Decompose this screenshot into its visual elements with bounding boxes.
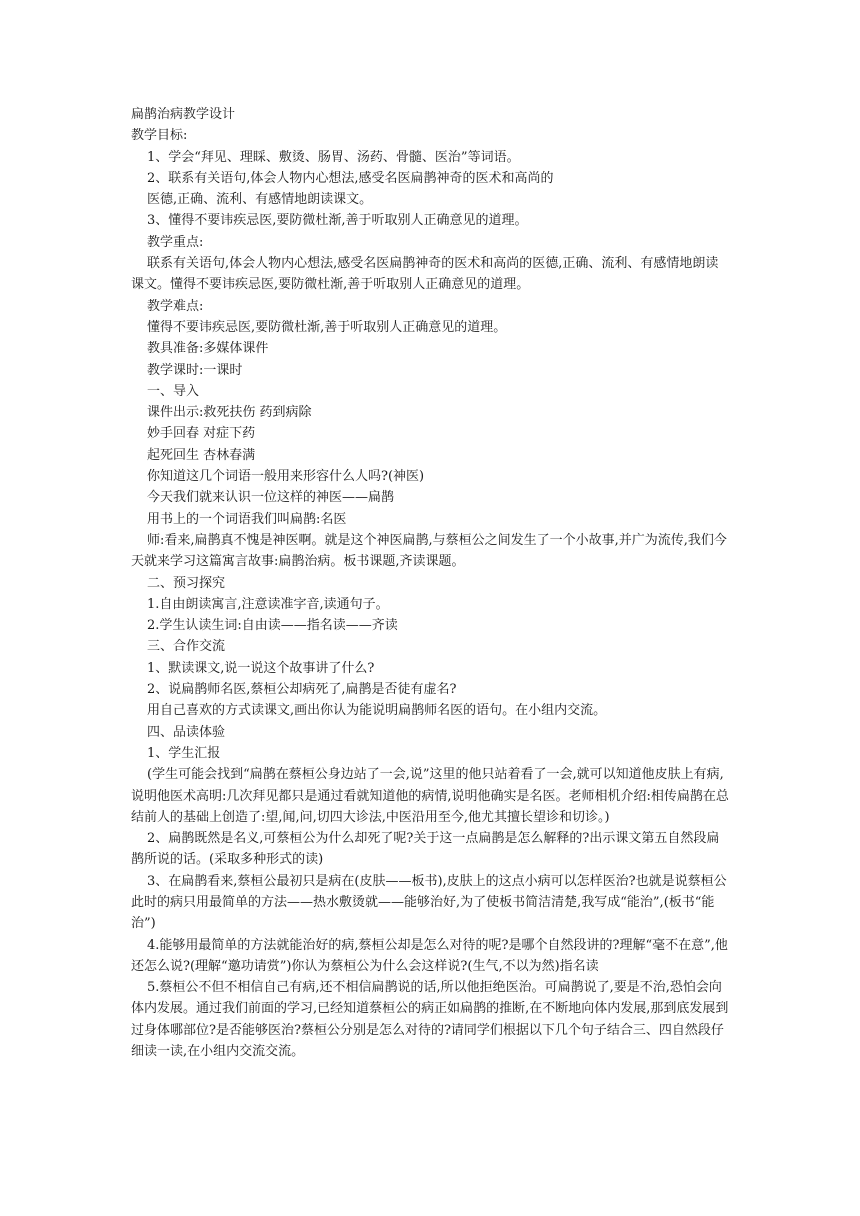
paragraph: 2.学生认读生词:自由读——指名读——齐读 xyxy=(147,618,398,634)
paragraph: 妙手回春 对症下药 xyxy=(147,426,256,442)
paragraph: 课件出示:救死扶伤 药到病除 xyxy=(147,405,312,421)
paragraph: 用书上的一个词语我们叫扁鹊:名医 xyxy=(147,511,347,527)
section-heading: 一、导入 xyxy=(147,383,200,399)
section-heading-difficulties: 教学难点: xyxy=(147,298,204,314)
section-heading: 三、合作交流 xyxy=(147,639,226,655)
paragraph: 教具准备:多媒体课件 xyxy=(147,341,269,357)
paragraph: 1.自由朗读寓言,注意读准字音,读通句子。 xyxy=(147,596,389,612)
paragraph: 联系有关语句,体会人物内心想法,感受名医扁鹊神奇的医术和高尚的医德,正确、流利、有感情地朗读课文。懂得不要讳疾忌医,要防微杜渐,善于听取别人正确意见的道理。 xyxy=(131,256,719,293)
objective-item: 2、联系有关语句,体会人物内心想法,感受名医扁鹊神奇的医术和高尚的 xyxy=(147,170,554,186)
paragraph: 教学课时:一课时 xyxy=(147,362,243,378)
section-heading: 四、品读体验 xyxy=(147,724,226,740)
paragraph: 3、在扁鹊看来,蔡桓公最初只是病在(皮肤——板书),皮肤上的这点小病可以怎样医治?也就是说蔡桓公此时的病只用最简单的方法——热水敷烫就——能够治好,为了使板书简洁清楚,我写成“能治”,(板书“能治”) xyxy=(131,873,727,932)
paragraph: 师:看来,扁鹊真不愧是神医啊。就是这个神医扁鹊,与蔡桓公之间发生了一个小故事,并广为流传,我们今天就来学习这篇寓言故事:扁鹊治病。板书课题,齐读课题。 xyxy=(131,532,727,570)
paragraph: 懂得不要讳疾忌医,要防微杜渐,善于听取别人正确意见的道理。 xyxy=(147,319,507,335)
paragraph: 5.蔡桓公不但不相信自己有病,还不相信扁鹊说的话,所以他拒绝医治。可扁鹊说了,要是不治,恐怕会向体内发展。通过我们前面的学习,已经知道蔡桓公的病正如扁鹊的推断,在不断地向体内发展,那到底发展到过身体哪部位?是否能够医治?蔡桓公分别是怎么对待的?请同学们根据以下几个句子结合三、四自然段仔细读一读,在小组内交流交流。 xyxy=(131,980,729,1060)
document-title: 扁鹊治病教学设计 xyxy=(131,107,236,122)
paragraph: 4.能够用最简单的方法就能治好的病,蔡桓公却是怎么对待的呢?是哪个自然段讲的?理解“毫不在意”,他还怎么说?(理解“邀功请赏”)你认为蔡桓公为什么会这样说?(生气,不以为然)指名读 xyxy=(131,937,728,974)
document-body xyxy=(131,104,731,1062)
section-heading: 二、预习探究 xyxy=(147,575,226,591)
paragraph: (学生可能会找到“扁鹊在蔡桓公身边站了一会,说”这里的他只站着看了一会,就可以知道他皮肤上有病,说明他医术高明:几次拜见都只是通过看就知道他的病情,说明他确实是名医。老师相机介绍:相传扁鹊在总结前人的基础上创造了:望,闻,问,切四大诊法,中医沿用至今,他尤其擅长望诊和切诊。) xyxy=(131,767,729,825)
paragraph: 今天我们就来认识一位这样的神医——扁鹊 xyxy=(147,490,395,506)
paragraph: 2、说扁鹊师名医,蔡桓公却病死了,扁鹊是否徒有虚名? xyxy=(147,682,457,698)
objective-item-continued: 医德,正确、流利、有感情地朗读课文。 xyxy=(147,192,373,208)
section-heading-key-points: 教学重点: xyxy=(147,234,204,250)
paragraph: 1、默读课文,说一说这个故事讲了什么? xyxy=(147,660,375,676)
paragraph: 用自己喜欢的方式读课文,画出你认为能说明扁鹊师名医的语句。在小组内交流。 xyxy=(147,703,607,719)
paragraph: 1、学生汇报 xyxy=(147,745,221,761)
paragraph: 2、扁鹊既然是名义,可蔡桓公为什么却死了呢?关于这一点扁鹊是怎么解释的?出示课文第五自然段扁鹊所说的话。(采取多种形式的读) xyxy=(131,831,720,868)
paragraph: 起死回生 杏林春满 xyxy=(147,447,256,463)
objective-item: 1、学会“拜见、理睬、敷烫、肠胃、汤药、骨髓、医治”等词语。 xyxy=(147,149,520,165)
paragraph: 你知道这几个词语一般用来形容什么人吗?(神医) xyxy=(147,469,425,485)
section-heading-objectives: 教学目标: xyxy=(131,128,188,144)
objective-item: 3、懂得不要讳疾忌医,要防微杜渐,善于听取别人正确意见的道理。 xyxy=(147,213,528,229)
